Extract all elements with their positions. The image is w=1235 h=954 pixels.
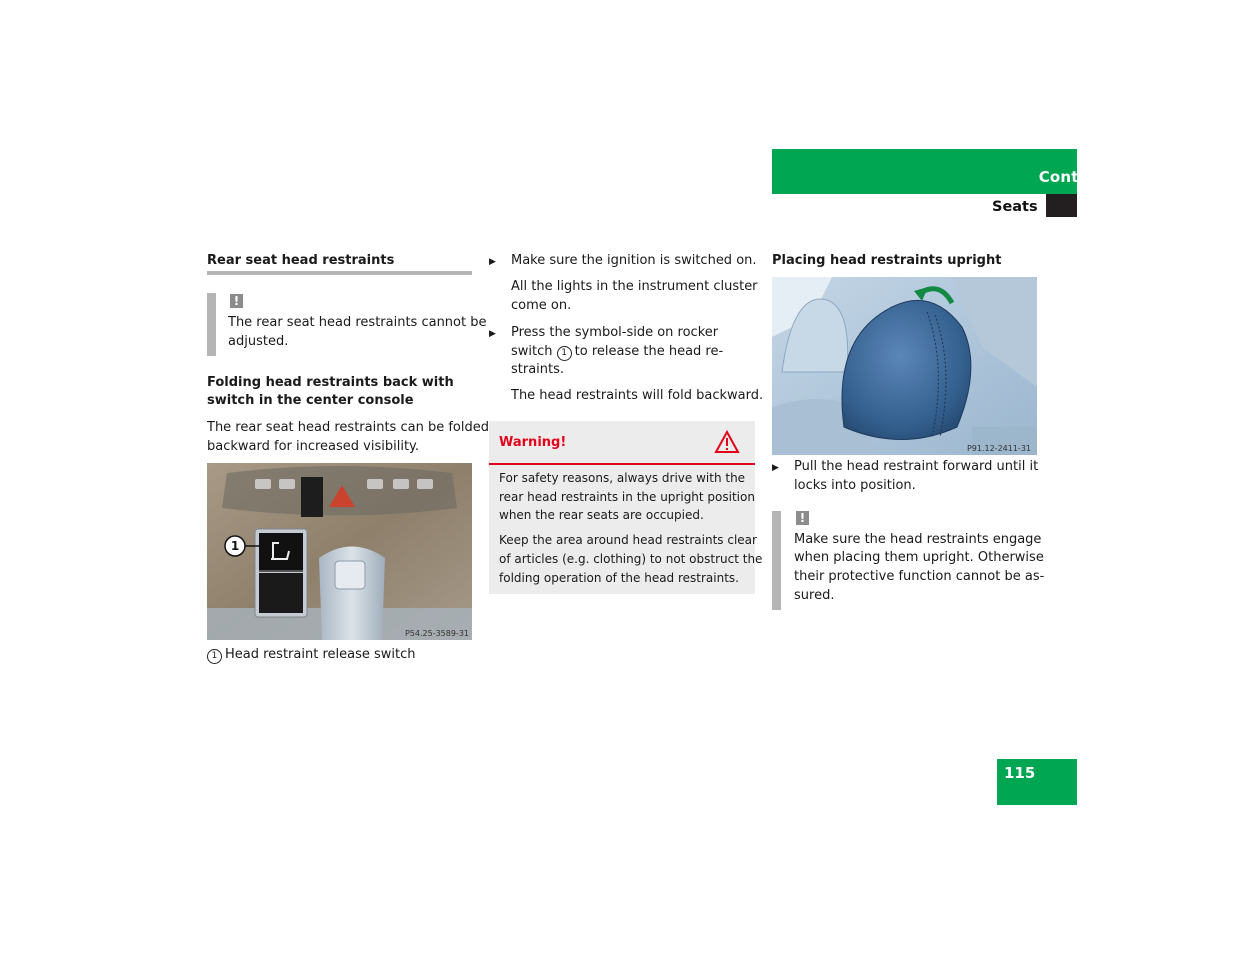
image-code-label: P91.12-2411-31 (966, 444, 1031, 453)
section-title: Controls in detail (1038, 168, 1188, 186)
rear-seat-heading: Rear seat head restraints (207, 253, 395, 268)
warning-text: For safety reasons, always drive with the (499, 471, 746, 485)
callout-number-label: 1 (230, 539, 240, 553)
head-restraint-photo (772, 277, 1037, 455)
center-console-illustration (207, 463, 472, 640)
note-text-line: Make sure the head restraints engage (794, 532, 1042, 547)
note-text-line: when placing them upright. Otherwise (794, 550, 1044, 565)
folding-subheading: Folding head restraints back with (207, 375, 454, 390)
warning-text: when the rear seats are occupied. (499, 508, 704, 522)
warning-text: Keep the area around head restraints clear (499, 533, 757, 547)
bullet-arrow-icon: ▶ (772, 463, 779, 473)
instruction-step (511, 342, 723, 361)
instruction-step: locks into position. (794, 478, 916, 493)
note-bar (772, 511, 781, 610)
step-text: switch (511, 344, 553, 359)
step-result: come on. (511, 298, 572, 313)
warning-title: Warning! (499, 435, 567, 450)
upright-heading: Placing head restraints upright (772, 253, 1002, 268)
warning-text: folding operation of the head restraints. (499, 571, 739, 585)
folding-subheading: switch in the center console (207, 393, 414, 408)
note-text-line: their protective function cannot be as- (794, 569, 1045, 584)
caption-number-icon: 1 (207, 649, 222, 664)
caption-text: Head restraint release switch (225, 647, 416, 662)
note-text-line: sured. (794, 588, 835, 603)
note-text-line: The rear seat head restraints cannot be (228, 315, 487, 330)
step-result: The head restraints will fold backward. (511, 388, 764, 403)
instruction-step: Make sure the ignition is switched on. (511, 253, 757, 268)
bullet-arrow-icon: ▶ (489, 257, 496, 267)
warning-text: of articles (e.g. clothing) to not obstruct the (499, 552, 763, 566)
instruction-step: Press the symbol-side on rocker (511, 325, 719, 340)
image-code-label: P54.25-3589-31 (404, 629, 469, 638)
body-text: The rear seat head restraints can be folded (207, 420, 489, 435)
note-bar (207, 293, 216, 356)
warning-divider (489, 463, 755, 465)
body-text: backward for increased visibility. (207, 439, 420, 454)
head-restraint-illustration (772, 277, 1037, 455)
subsection-marker (1046, 194, 1077, 217)
section-header-bar (772, 149, 1077, 194)
step-result: All the lights in the instrument cluster (511, 279, 758, 294)
note-text-line: adjusted. (228, 334, 289, 349)
instruction-step: straints. (511, 362, 565, 377)
bullet-arrow-icon: ▶ (489, 329, 496, 339)
heading-rule (207, 271, 472, 275)
warning-text: rear head restraints in the upright position (499, 490, 755, 504)
center-console-photo (207, 463, 472, 640)
page-number: 115 (1004, 764, 1036, 782)
note-exclamation-icon: ! (796, 511, 809, 525)
step-text: to release the head re- (574, 344, 724, 359)
note-exclamation-icon: ! (230, 294, 243, 308)
switch-number-icon: 1 (557, 346, 572, 361)
subsection-title: Seats (992, 199, 1038, 215)
image-caption (207, 645, 415, 664)
warning-triangle-icon (714, 430, 740, 458)
instruction-step: Pull the head restraint forward until it (794, 459, 1039, 474)
